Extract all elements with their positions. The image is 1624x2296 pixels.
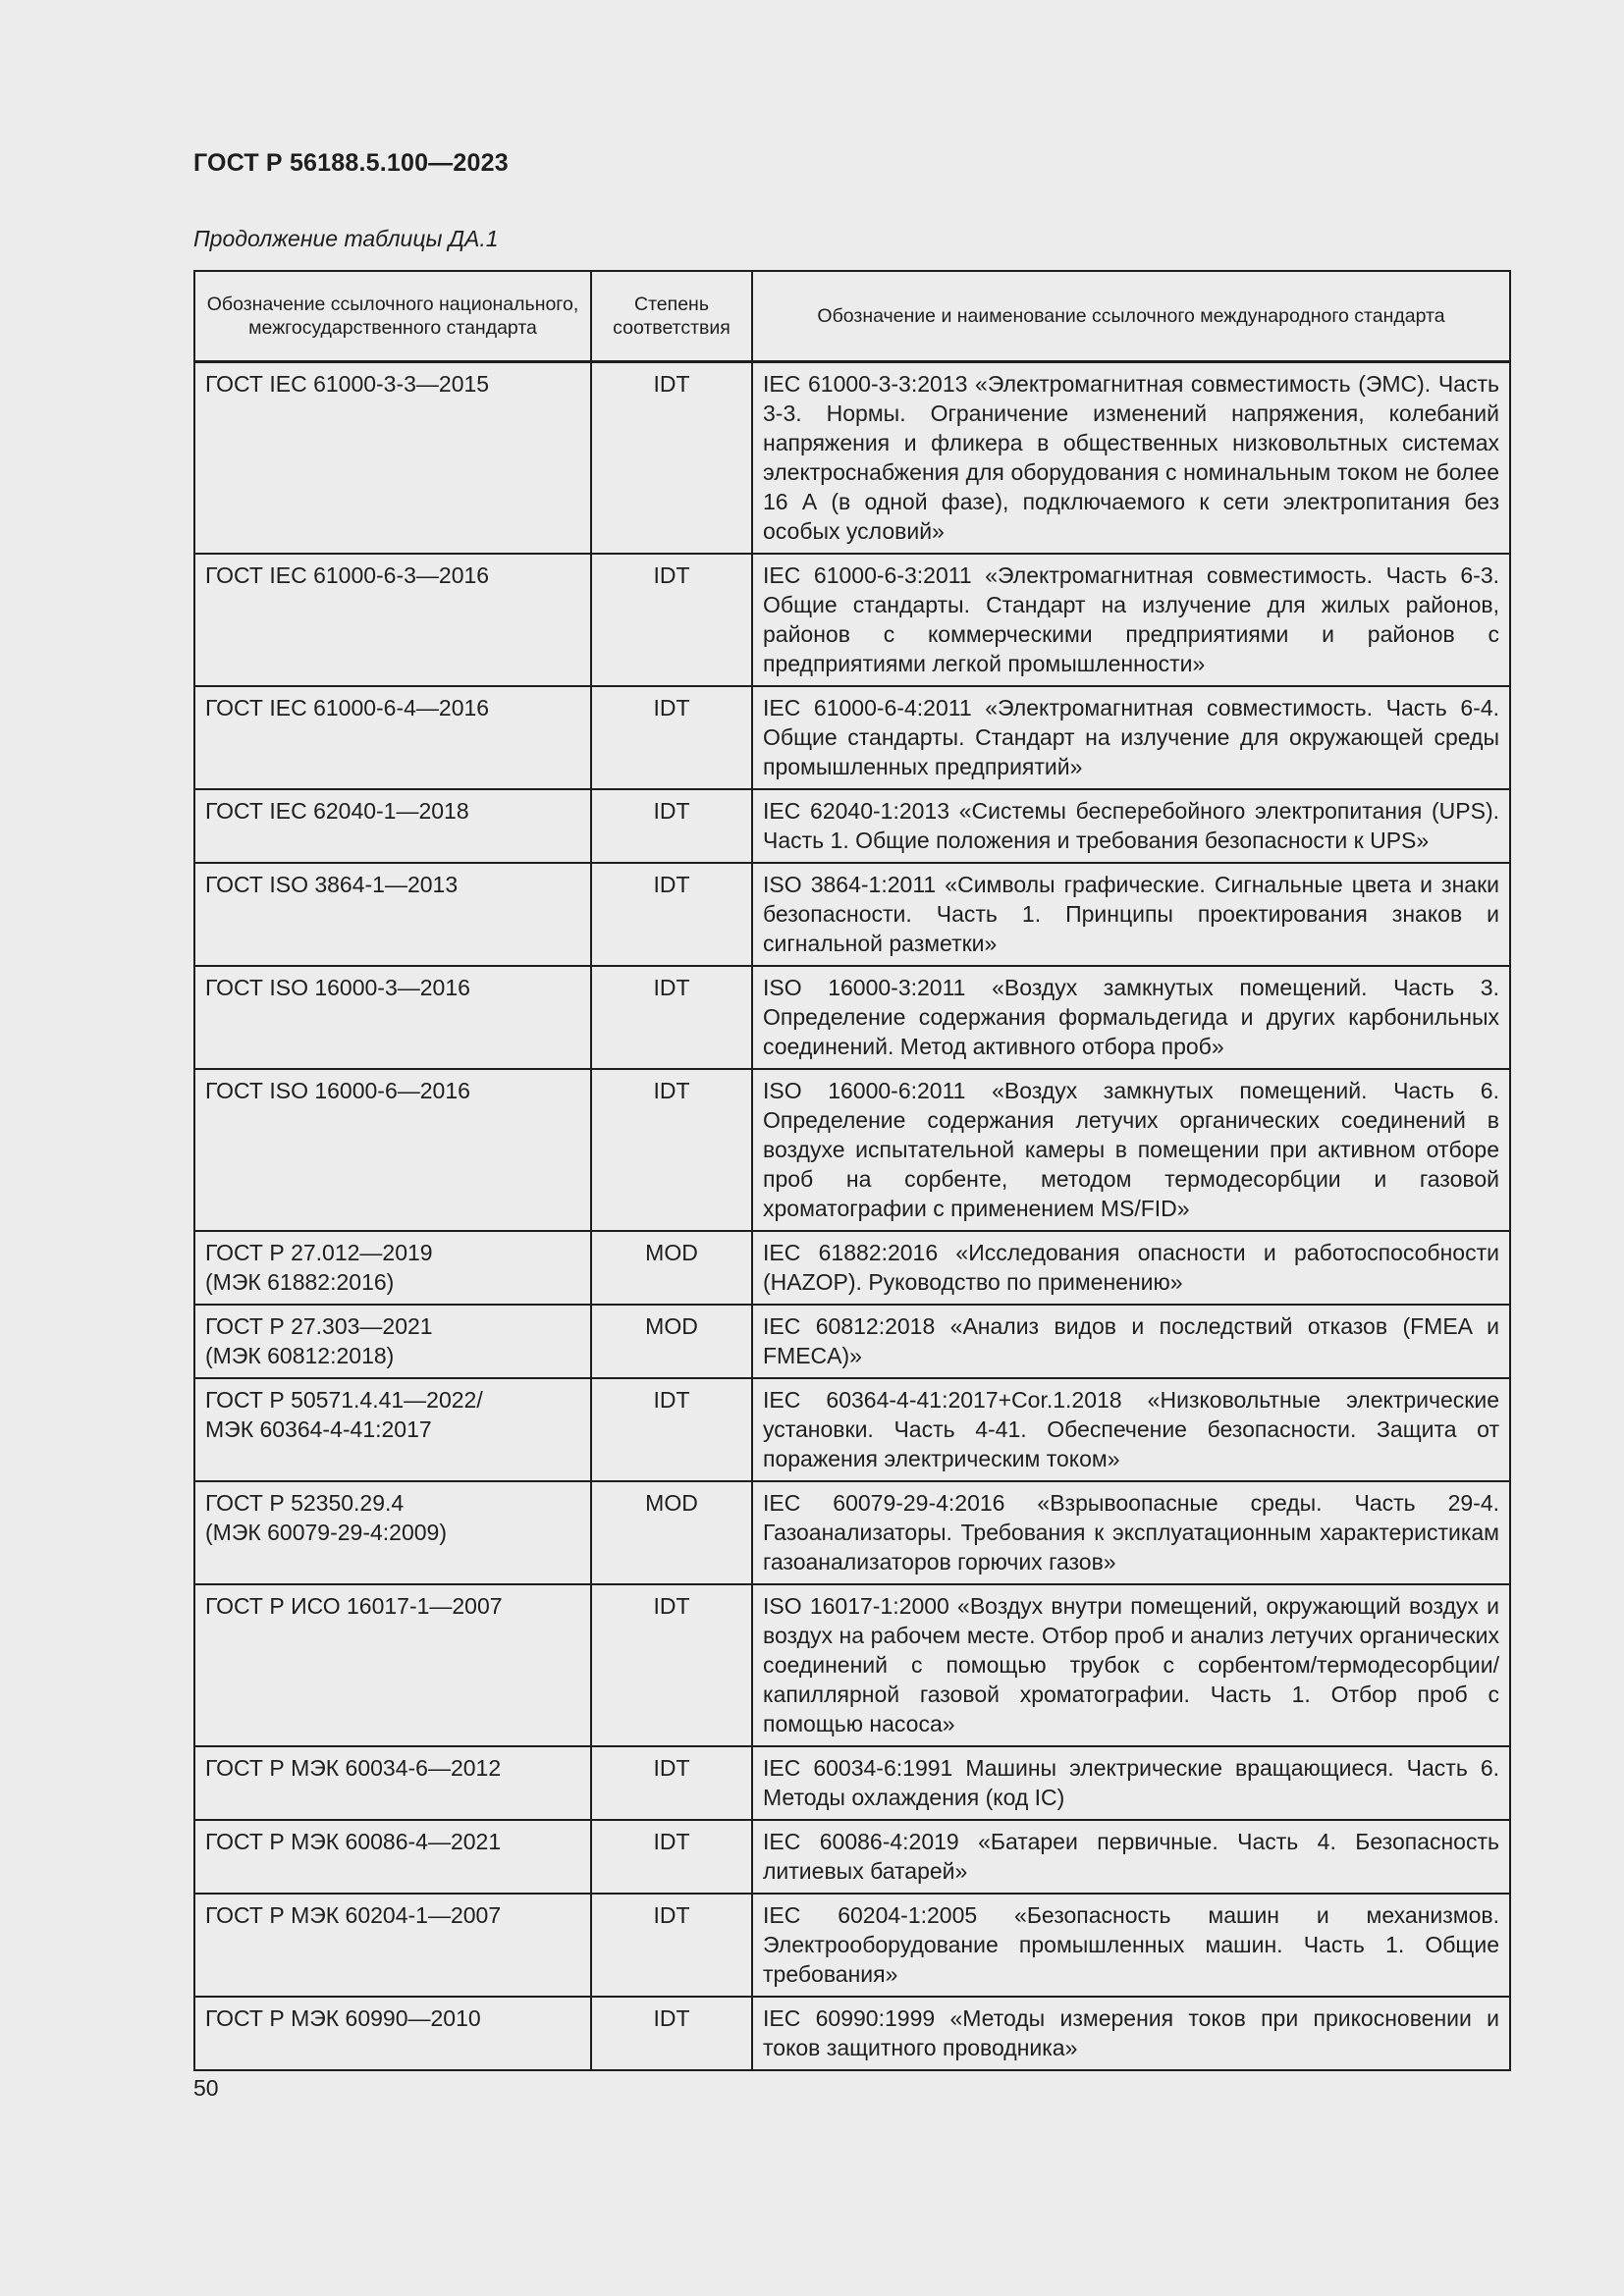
international-standard-cell: IEC 61000-6-3:2011 «Электромагнитная совместимость. Часть 6-3. Общие стандарты. Стандарт на излучение для жилых районов, районов с коммерческими предприятиями и районов с предприятиями легкой промышленности» — [752, 554, 1510, 686]
national-standard-cell: ГОСТ ISO 16000-3—2016 — [194, 966, 591, 1069]
national-standard-cell: ГОСТ Р ИСО 16017-1—2007 — [194, 1584, 591, 1746]
national-standard-cell: ГОСТ ISO 16000-6—2016 — [194, 1069, 591, 1231]
international-standard-cell: IEC 60204-1:2005 «Безопасность машин и механизмов. Электрооборудование промышленных машин. Часть 1. Общие требования» — [752, 1894, 1510, 1997]
national-standard-cell: ГОСТ ISO 3864-1—2013 — [194, 863, 591, 966]
table-row — [194, 863, 1510, 966]
table-row — [194, 362, 1510, 555]
national-standard-cell: ГОСТ Р МЭК 60990—2010 — [194, 1997, 591, 2070]
degree-of-correspondence-cell: IDT — [591, 1584, 752, 1746]
degree-of-correspondence-cell: IDT — [591, 966, 752, 1069]
international-standard-cell: IEC 60990:1999 «Методы измерения токов при прикосновении и токов защитного проводника» — [752, 1997, 1510, 2070]
degree-of-correspondence-cell: IDT — [591, 789, 752, 863]
table-row — [194, 966, 1510, 1069]
column-header-international-standard: Обозначение и наименование ссылочного международного стандарта — [752, 271, 1510, 362]
table-row — [194, 1584, 1510, 1746]
table-row — [194, 1997, 1510, 2070]
document-code-header: ГОСТ Р 56188.5.100—2023 — [193, 149, 509, 177]
reference-standards-table — [193, 270, 1511, 2071]
degree-of-correspondence-cell: MOD — [591, 1481, 752, 1584]
table-row — [194, 554, 1510, 686]
degree-of-correspondence-cell: IDT — [591, 1820, 752, 1894]
table-row — [194, 1069, 1510, 1231]
table-row — [194, 1231, 1510, 1305]
degree-of-correspondence-cell: IDT — [591, 362, 752, 555]
degree-of-correspondence-cell: IDT — [591, 686, 752, 789]
national-standard-cell: ГОСТ Р 27.012—2019 (МЭК 61882:2016) — [194, 1231, 591, 1305]
table-row — [194, 1378, 1510, 1481]
national-standard-cell: ГОСТ IEC 62040-1—2018 — [194, 789, 591, 863]
international-standard-cell: IEC 61000-3-3:2013 «Электромагнитная совместимость (ЭМС). Часть 3-3. Нормы. Ограничение изменений напряжения, колебаний напряжения и фликера в общественных низковольтных системах электроснабжения для оборудования с номинальным током не более 16 А (в одной фазе), подключаемого к сети электропитания без особых условий» — [752, 362, 1510, 555]
international-standard-cell: IEC 61882:2016 «Исследования опасности и работоспособности (HAZOP). Руководство по применению» — [752, 1231, 1510, 1305]
degree-of-correspondence-cell: IDT — [591, 1746, 752, 1820]
table-row — [194, 686, 1510, 789]
degree-of-correspondence-cell: IDT — [591, 1069, 752, 1231]
table-row — [194, 1894, 1510, 1997]
national-standard-cell: ГОСТ Р МЭК 60204-1—2007 — [194, 1894, 591, 1997]
national-standard-cell: ГОСТ Р МЭК 60086-4—2021 — [194, 1820, 591, 1894]
column-header-degree-of-correspondence: Степень соответствия — [591, 271, 752, 362]
table-row — [194, 1481, 1510, 1584]
international-standard-cell: IEC 60034-6:1991 Машины электрические вращающиеся. Часть 6. Методы охлаждения (код IC) — [752, 1746, 1510, 1820]
degree-of-correspondence-cell: IDT — [591, 1894, 752, 1997]
international-standard-cell: ISO 16000-6:2011 «Воздух замкнутых помещений. Часть 6. Определение содержания летучих органических соединений в воздухе испытательной камеры в помещении при активном отборе проб на сорбенте, методом термодесорбции и газовой хроматографии с применением MS/FID» — [752, 1069, 1510, 1231]
international-standard-cell: ISO 3864-1:2011 «Символы графические. Сигнальные цвета и знаки безопасности. Часть 1. Принципы проектирования знаков и сигнальной разметки» — [752, 863, 1510, 966]
table-row — [194, 1820, 1510, 1894]
international-standard-cell: ISO 16017-1:2000 «Воздух внутри помещений, окружающий воздух и воздух на рабочем месте. Отбор проб и анализ летучих органических соединений с помощью трубок с сорбентом/термодесорбции/капиллярной газовой хроматографии. Часть 1. Отбор проб с помощью насоса» — [752, 1584, 1510, 1746]
table-row — [194, 789, 1510, 863]
degree-of-correspondence-cell: IDT — [591, 1997, 752, 2070]
table-row — [194, 1746, 1510, 1820]
degree-of-correspondence-cell: MOD — [591, 1231, 752, 1305]
international-standard-cell: IEC 60364-4-41:2017+Cor.1.2018 «Низковольтные электрические установки. Часть 4-41. Обеспечение безопасности. Защита от поражения электрическим током» — [752, 1378, 1510, 1481]
degree-of-correspondence-cell: IDT — [591, 863, 752, 966]
international-standard-cell: IEC 60812:2018 «Анализ видов и последствий отказов (FMEA и FMECA)» — [752, 1305, 1510, 1378]
national-standard-cell: ГОСТ IEC 61000-6-4—2016 — [194, 686, 591, 789]
column-header-national-standard: Обозначение ссылочного национального, межгосударственного стандарта — [194, 271, 591, 362]
international-standard-cell: IEC 62040-1:2013 «Системы бесперебойного электропитания (UPS). Часть 1. Общие положения и требования безопасности к UPS» — [752, 789, 1510, 863]
national-standard-cell: ГОСТ Р 50571.4.41—2022/ МЭК 60364-4-41:2017 — [194, 1378, 591, 1481]
international-standard-cell: IEC 60086-4:2019 «Батареи первичные. Часть 4. Безопасность литиевых батарей» — [752, 1820, 1510, 1894]
national-standard-cell: ГОСТ IEC 61000-3-3—2015 — [194, 362, 591, 555]
national-standard-cell: ГОСТ IEC 61000-6-3—2016 — [194, 554, 591, 686]
national-standard-cell: ГОСТ Р 52350.29.4 (МЭК 60079-29-4:2009) — [194, 1481, 591, 1584]
table-row — [194, 1305, 1510, 1378]
international-standard-cell: ISO 16000-3:2011 «Воздух замкнутых помещений. Часть 3. Определение содержания формальдегида и других карбонильных соединений. Метод активного отбора проб» — [752, 966, 1510, 1069]
international-standard-cell: IEC 60079-29-4:2016 «Взрывоопасные среды. Часть 29-4. Газоанализаторы. Требования к эксплуатационным характеристикам газоанализаторов горючих газов» — [752, 1481, 1510, 1584]
degree-of-correspondence-cell: IDT — [591, 554, 752, 686]
national-standard-cell: ГОСТ Р МЭК 60034-6—2012 — [194, 1746, 591, 1820]
national-standard-cell: ГОСТ Р 27.303—2021 (МЭК 60812:2018) — [194, 1305, 591, 1378]
degree-of-correspondence-cell: MOD — [591, 1305, 752, 1378]
table-caption: Продолжение таблицы ДА.1 — [193, 226, 499, 251]
page-number: 50 — [193, 2075, 219, 2101]
international-standard-cell: IEC 61000-6-4:2011 «Электромагнитная совместимость. Часть 6-4. Общие стандарты. Стандарт на излучение для окружающей среды промышленных предприятий» — [752, 686, 1510, 789]
table-header-row — [194, 271, 1510, 362]
degree-of-correspondence-cell: IDT — [591, 1378, 752, 1481]
table-body — [194, 362, 1510, 2071]
